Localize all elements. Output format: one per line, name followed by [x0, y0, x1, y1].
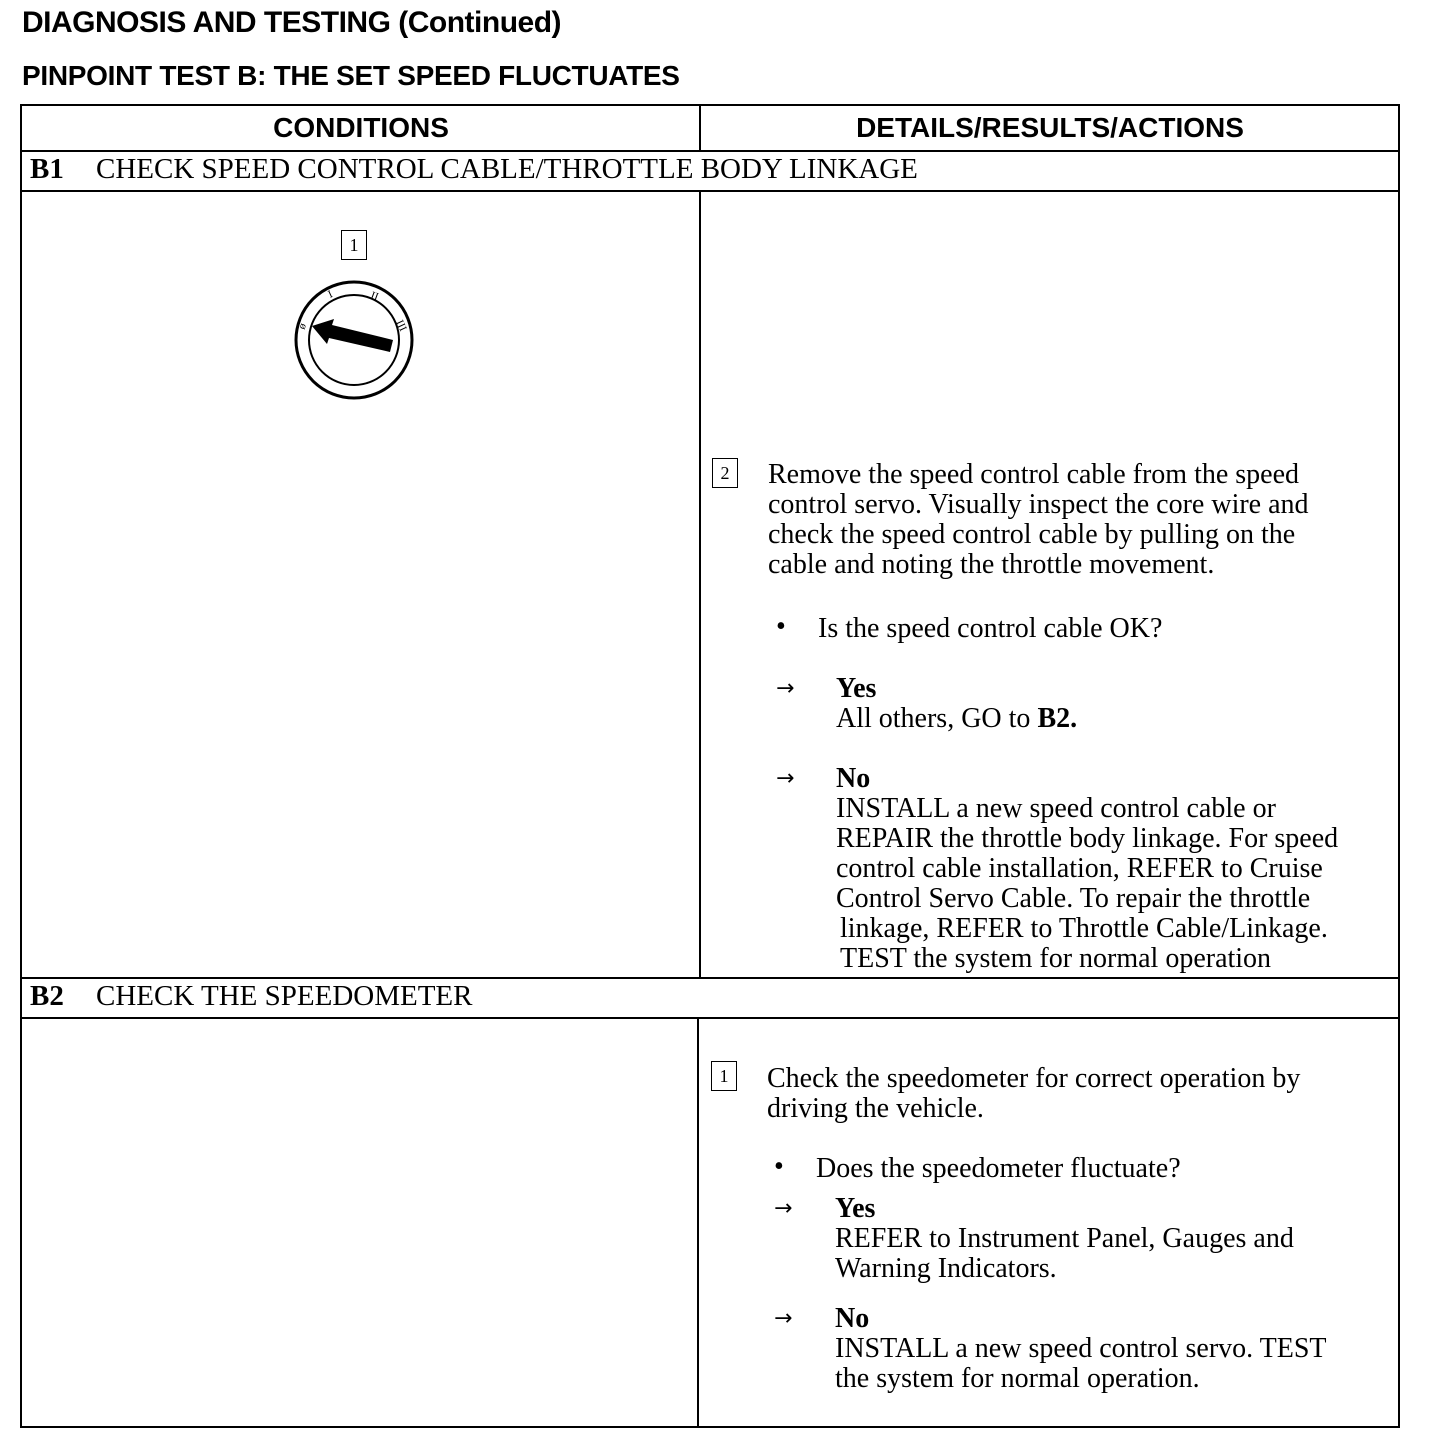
b2-step-1-number: 1	[711, 1061, 737, 1091]
dial-pointer-arrow	[312, 319, 393, 352]
pinpoint-test-table	[20, 104, 1400, 1428]
column-header-details: DETAILS/RESULTS/ACTIONS	[856, 112, 1244, 143]
step-b1-title: CHECK SPEED CONTROL CABLE/THROTTLE BODY LINKAGE	[96, 153, 918, 185]
b2-answer-yes	[835, 1194, 1294, 1284]
dial-mark-off: ø	[295, 321, 310, 332]
arrow-right-icon: →	[776, 676, 795, 701]
page-title: DIAGNOSIS AND TESTING (Continued)	[22, 6, 562, 39]
b1-no-line: INSTALL a new speed control cable or	[836, 793, 1276, 824]
b1-bottom-divider	[22, 977, 1398, 979]
b1-step-2-line: check the speed control cable by pulling on the	[768, 519, 1296, 550]
step-b2-id: B2	[30, 980, 64, 1012]
b2-question: Does the speedometer fluctuate?	[816, 1153, 1181, 1184]
b1-step-2-instructions	[768, 460, 1309, 580]
b2-no-line: the system for normal operation.	[835, 1363, 1200, 1394]
step-b2-header	[30, 980, 472, 1013]
b1-step-2-line: control servo. Visually inspect the core wire and	[768, 489, 1309, 520]
b2-no-label: No	[835, 1303, 870, 1334]
b1-question: Is the speed control cable OK?	[818, 613, 1163, 644]
dial-mark-iii: III	[393, 318, 409, 334]
b2-step-1-instructions	[767, 1064, 1300, 1124]
b1-step-1-number: 1	[341, 230, 367, 260]
step-b1-id: B1	[30, 153, 64, 185]
b1-step-2-line: cable and noting the throttle movement.	[768, 549, 1215, 580]
header-divider	[22, 150, 1398, 152]
b1-column-divider	[699, 190, 701, 977]
b2-column-divider	[697, 1017, 699, 1428]
dial-mark-ii: II	[368, 289, 380, 304]
b1-title-divider	[22, 190, 1398, 192]
b1-no-line: REPAIR the throttle body linkage. For speed	[836, 823, 1339, 854]
b1-step-2-line: Remove the speed control cable from the speed	[768, 459, 1300, 490]
bullet-icon: •	[774, 1151, 784, 1182]
b1-yes-label: Yes	[836, 673, 877, 704]
b2-answer-no	[835, 1304, 1327, 1394]
step-b1-header	[30, 153, 918, 186]
b1-no-line: control cable installation, REFER to Cruise	[836, 853, 1323, 884]
b1-yes-text: All others, GO to	[836, 703, 1038, 734]
ignition-key-dial-icon	[290, 276, 418, 404]
arrow-right-icon: →	[774, 1306, 793, 1331]
b2-yes-line: Warning Indicators.	[835, 1253, 1057, 1284]
b1-step-2-number: 2	[712, 458, 738, 488]
arrow-right-icon: →	[774, 1196, 793, 1221]
b1-answer-yes	[836, 674, 1077, 734]
b1-no-line: TEST the system for normal operation	[840, 943, 1272, 974]
b2-no-line: INSTALL a new speed control servo. TEST	[835, 1333, 1327, 1364]
b1-yes-ref: B2.	[1037, 703, 1078, 734]
column-header-conditions: CONDITIONS	[273, 112, 449, 143]
b2-step-1-line: Check the speedometer for correct operation by	[767, 1063, 1301, 1094]
b1-no-line: linkage, REFER to Throttle Cable/Linkage.	[840, 913, 1328, 944]
pinpoint-test-title: PINPOINT TEST B: THE SET SPEED FLUCTUATES	[22, 60, 680, 91]
b1-answer-no	[836, 764, 1338, 974]
dial-mark-i: I	[326, 288, 335, 301]
b2-title-divider	[22, 1017, 1398, 1019]
header-column-divider	[699, 106, 701, 150]
step-b2-title: CHECK THE SPEEDOMETER	[96, 980, 473, 1012]
b2-yes-line: REFER to Instrument Panel, Gauges and	[835, 1223, 1294, 1254]
b2-step-1-line: driving the vehicle.	[767, 1093, 984, 1124]
b2-yes-label: Yes	[835, 1193, 876, 1224]
b1-no-label: No	[836, 763, 871, 794]
arrow-right-icon: →	[776, 766, 795, 791]
b1-no-line: Control Servo Cable. To repair the throttle	[836, 883, 1311, 914]
bullet-icon: •	[776, 611, 786, 642]
